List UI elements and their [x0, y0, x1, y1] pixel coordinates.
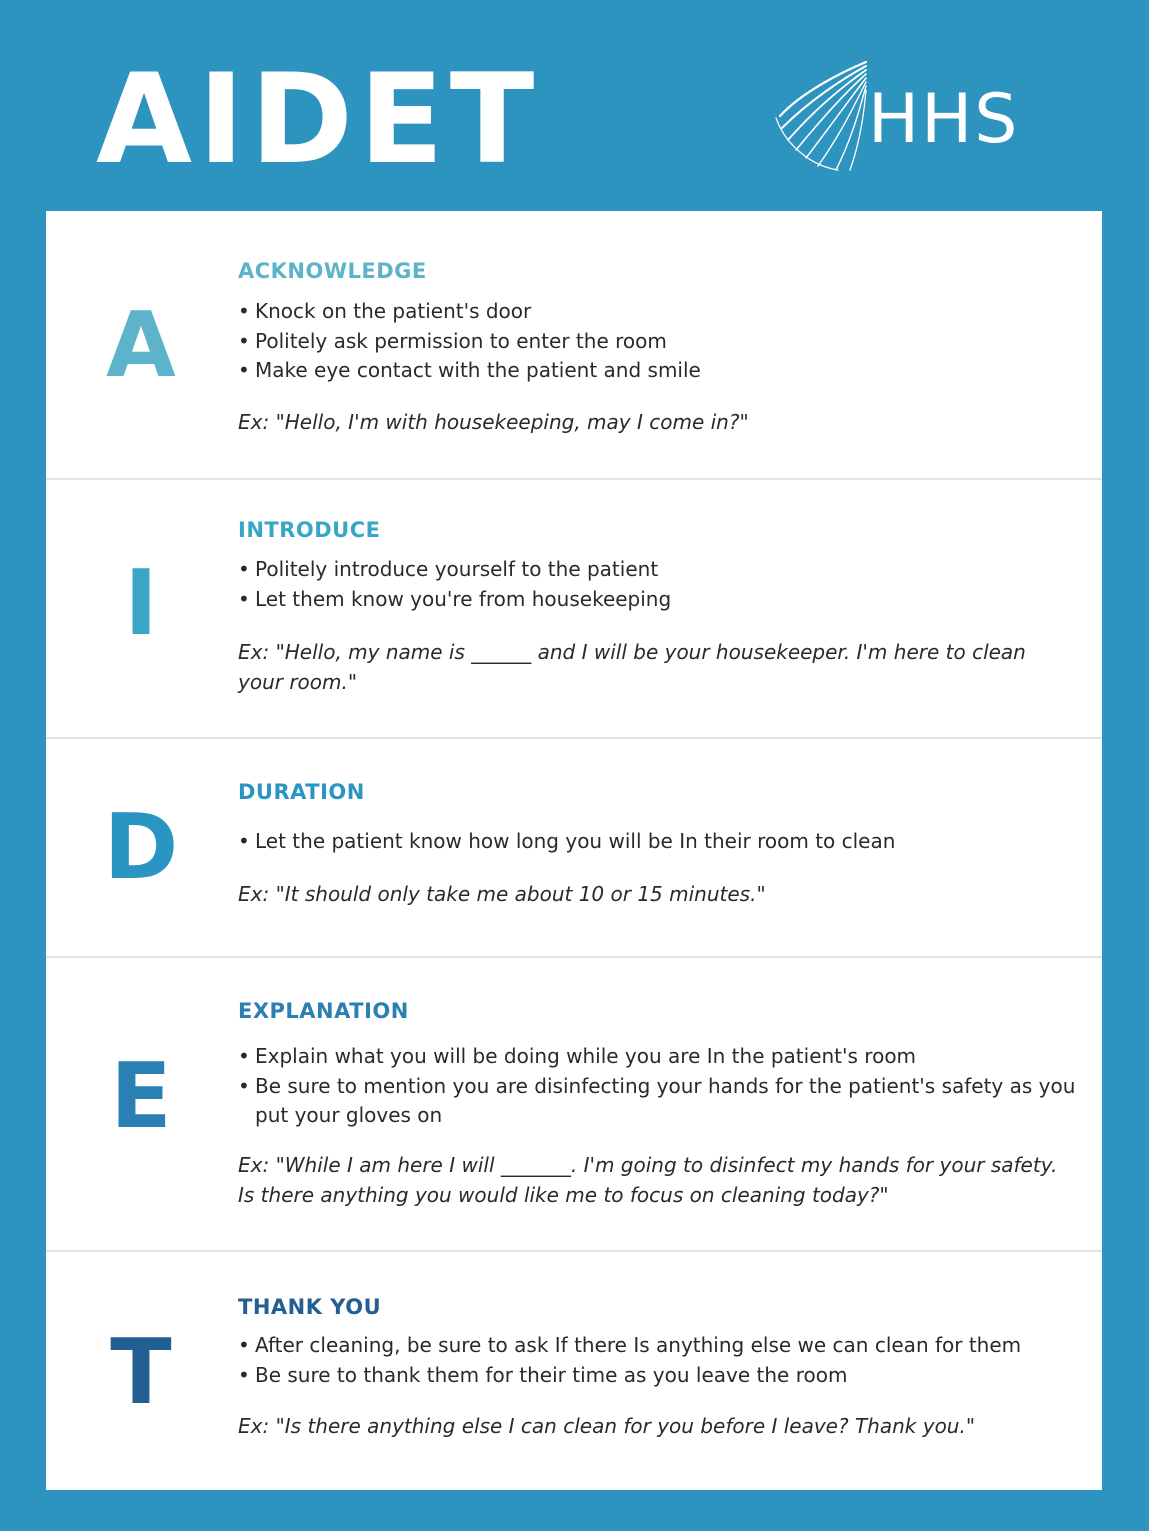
example-duration: Ex: "It should only take me about 10 or 15 minutes." — [238, 882, 766, 906]
list-item: • Politely ask permission to enter the room — [238, 327, 1078, 357]
bullet-list-introduce — [238, 555, 1078, 614]
page-title: AIDET — [96, 48, 541, 192]
letter-e: E — [110, 1044, 172, 1149]
section-heading-explanation: EXPLANATION — [238, 999, 409, 1023]
list-item: • Let the patient know how long you will be In their room to clean — [238, 827, 1078, 857]
list-item: • Be sure to mention you are disinfecting your hands for the patient's safety as you put your gloves on — [238, 1072, 1078, 1131]
aidet-panel — [46, 211, 1102, 1490]
letter-t: T — [110, 1320, 172, 1425]
bullet-list-thank-you — [238, 1331, 1078, 1390]
letter-a: A — [106, 293, 176, 398]
example-introduce: Ex: "Hello, my name is ______ and I will be your housekeeper. I'm here to clean your room." — [238, 640, 1026, 694]
bullet-list-explanation — [238, 1042, 1078, 1131]
bullet-list-duration — [238, 827, 1078, 857]
bullet-list-acknowledge — [238, 297, 1078, 386]
list-item: • Explain what you will be doing while you are In the patient's room — [238, 1042, 1078, 1072]
section-heading-acknowledge: ACKNOWLEDGE — [238, 259, 427, 283]
section-divider — [46, 1250, 1102, 1252]
section-heading-duration: DURATION — [238, 780, 365, 804]
logo-text: HHS — [868, 80, 1020, 159]
example-thank-you: Ex: "Is there anything else I can clean for you before I leave? Thank you." — [238, 1414, 976, 1438]
list-item: • Be sure to thank them for their time as you leave the room — [238, 1361, 1078, 1391]
section-heading-introduce: INTRODUCE — [238, 518, 381, 542]
list-item: • After cleaning, be sure to ask If there Is anything else we can clean for them — [238, 1331, 1078, 1361]
example-acknowledge: Ex: "Hello, I'm with housekeeping, may I come in?" — [238, 410, 749, 434]
list-item: • Make eye contact with the patient and smile — [238, 356, 1078, 386]
list-item: • Knock on the patient's door — [238, 297, 1078, 327]
section-divider — [46, 956, 1102, 958]
section-divider — [46, 737, 1102, 739]
hhs-logo — [772, 58, 1062, 176]
list-item: • Politely introduce yourself to the patient — [238, 555, 1078, 585]
list-item: • Let them know you're from housekeeping — [238, 585, 1078, 615]
section-divider — [46, 478, 1102, 480]
section-heading-thank-you: THANK YOU — [238, 1295, 382, 1319]
hhs-swoosh-icon — [772, 58, 872, 176]
letter-d: D — [103, 795, 179, 900]
letter-i: I — [124, 551, 158, 656]
example-explanation: Ex: "While I am here I will _______. I'm going to disinfect my hands for your safety. Is there anything you would like me to focus on cleaning today?" — [238, 1153, 1058, 1207]
